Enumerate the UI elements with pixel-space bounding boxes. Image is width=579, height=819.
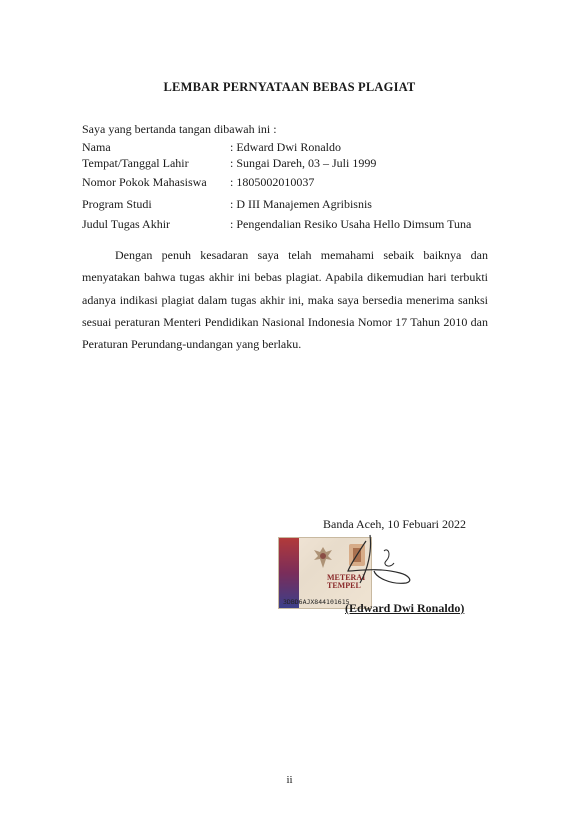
place-date: Banda Aceh, 10 Febuari 2022 xyxy=(323,517,466,531)
identity-row xyxy=(82,217,502,233)
identity-label: Nomor Pokok Mahasiswa xyxy=(82,175,207,189)
intro-line: Saya yang bertanda tangan dibawah ini : xyxy=(82,122,277,136)
identity-value: : Sungai Dareh, 03 – Juli 1999 xyxy=(230,156,377,170)
identity-row xyxy=(82,175,502,191)
identity-value: : Edward Dwi Ronaldo xyxy=(230,140,341,154)
handwritten-signature xyxy=(330,531,420,591)
identity-label: Judul Tugas Akhir xyxy=(82,217,171,231)
identity-label: Tempat/Tanggal Lahir xyxy=(82,156,189,170)
identity-row xyxy=(82,156,502,172)
identity-label: Program Studi xyxy=(82,197,152,211)
stamp-serial: 3DBD6AJX844101615 xyxy=(283,598,350,606)
identity-row xyxy=(82,140,502,156)
document-title: LEMBAR PERNYATAAN BEBAS PLAGIAT xyxy=(163,80,416,94)
page-number: ii xyxy=(286,774,293,786)
stamp-label: METERAI TEMPEL xyxy=(327,573,366,590)
identity-value: : D III Manajemen Agribisnis xyxy=(230,197,372,211)
identity-row xyxy=(82,197,502,213)
identity-value: : Pengendalian Resiko Usaha Hello Dimsum Tuna xyxy=(230,217,472,231)
identity-label: Nama xyxy=(82,140,111,154)
signer-name: (Edward Dwi Ronaldo) xyxy=(345,601,465,615)
statement-paragraph: Dengan penuh kesadaran saya telah memahami sebaik baiknya dan menyatakan bahwa tugas akhir ini bebas plagiat. Apabila dikemudian hari terbukti adanya indikasi plagiat dalam tugas akhir ini, maka saya bersedia menerima sanksi sesuai peraturan Menteri Pendidikan Nasional Indonesia Nomor 17 Tahun 2010 dan Peraturan Perundang-undangan yang berlaku. xyxy=(82,248,488,352)
identity-value: : 1805002010037 xyxy=(230,175,315,189)
